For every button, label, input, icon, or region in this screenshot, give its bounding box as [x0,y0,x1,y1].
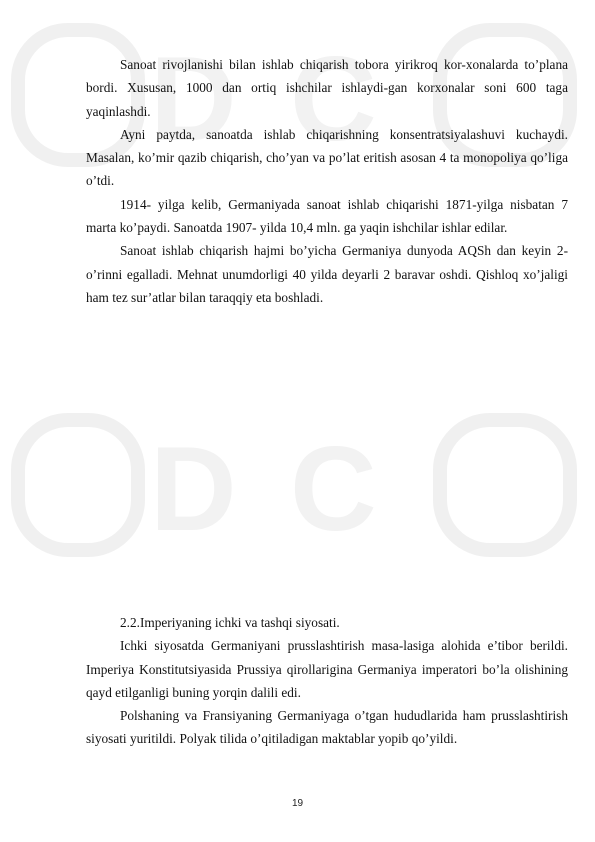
paragraph: Ichki siyosatda Germaniyani prusslashtirish masa-lasiga alohida e’tibor berildi. Imperiya Konstitutsiyasida Prussiya qirollarigina Germaniya imperatori bo’la olishining qayd etilganligi buning yorqin dalili edi. [86,638,568,700]
section-2 [86,611,568,751]
svg-text:C: C [290,422,377,556]
svg-text:D: D [150,422,237,556]
svg-text:D: D [150,32,237,166]
paragraph: Polshaning va Fransiyaning Germaniyaga o’tgan hududlarida ham prusslashtirish siyosati yuritildi. Polyak tilida o’qitiladigan maktablar yopib qo’yildi. [86,708,568,747]
paragraph: Ayni paytda, sanoatda ishlab chiqarishning konsentratsiyalashuvi kuchaydi. Masalan, ko’mir qazib chiqarish, cho’yan va po’lat eritish asosan 4 ta monopoliya qo’liga o’tdi. [86,126,568,189]
paragraph: 1914- yilga kelib, Germaniyada sanoat ishlab chiqarishi 1871-yilga nisbatan 7 marta ko’paydi. Sanoatda 1907- yilda 10,4 mln. ga yaqin ishchilar ishlar edilar. [86,196,568,236]
paragraph: Sanoat rivojlanishi bilan ishlab chiqarish tobora yirikroq kor-xonalarda to’plana bordi. Xususan, 1000 dan ortiq ishchilar ishlaydi-gan korxonalar soni 600 taga yaqinlashdi. [86,57,568,119]
page-number: 19 [291,798,304,809]
paragraph: Sanoat ishlab chiqarish hajmi bo’yicha Germaniya dunyoda AQSh dan keyin 2- o’rinni egalladi. Mehnat unumdorligi 40 yilda deyarli 2 baravar oshdi. Qishloq xo’jaligi ham tez sur’atlar bilan taraqqiy eta boshladi. [86,243,568,305]
section-1 [86,53,568,309]
svg-text:C: C [290,32,377,166]
section-heading: 2.2.Imperiyaning ichki va tashqi siyosati. [120,615,340,630]
